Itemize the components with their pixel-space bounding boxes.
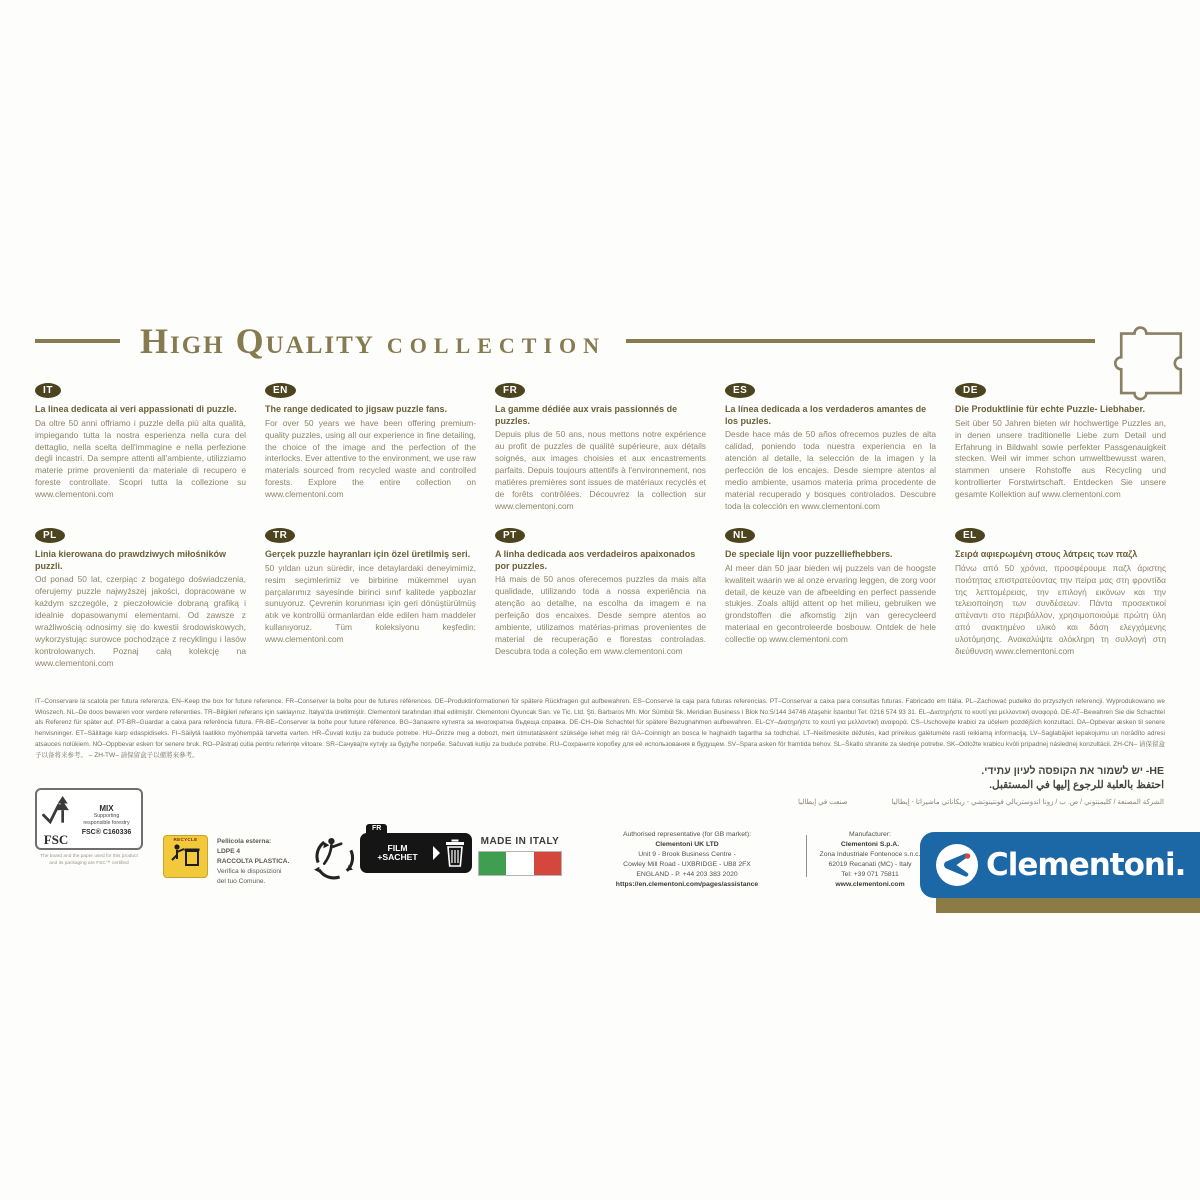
gb-rep-line: ENGLAND - P. +44 203 383 2020 bbox=[636, 871, 738, 879]
lang-heading-en: The range dedicated to jigsaw puzzle fans. bbox=[265, 404, 448, 414]
lang-block-el bbox=[955, 525, 1166, 670]
italy-flag-icon bbox=[478, 851, 562, 876]
language-row-1 bbox=[35, 380, 1165, 513]
lang-heading-fr: La gamme dédiée aux vrais passionnés de puzzles. bbox=[495, 404, 678, 426]
gold-band bbox=[936, 896, 1200, 913]
lang-badge-pl: PL bbox=[35, 528, 65, 543]
fsc-footnote-1: The board and the paper used for this product bbox=[40, 854, 138, 859]
manufacturer-line: 62019 Recanati (MC) - Italy bbox=[828, 861, 912, 869]
lang-heading-el: Σειρά αφιερωμένη στους λάτρεις των παζλ bbox=[955, 549, 1138, 559]
keep-box-fineprint bbox=[35, 697, 1165, 761]
lang-body-tr: 50 yıldan uzun süredir, ince detaylardaki deneyimimiz, resim seçimlerimiz ve birbirine mükemmel uyan parçalarımız sayesinde birinci sınıf kalitede yapbozlar sunuyoruz. Çevrenin korunması için geri dönüştürülmüş atık ve kontrollü ormanlardan elde edilen ham maddeler kullanıyoruz. Tüm koleksiyonu keşfedin: www.clementoni.com bbox=[265, 562, 476, 645]
flag-red-band bbox=[534, 852, 561, 875]
lang-badge-tr: TR bbox=[265, 528, 295, 543]
waste-bin-icon bbox=[444, 839, 466, 867]
gb-rep-line: Unit 9 - Brook Business Centre - bbox=[638, 851, 736, 859]
collection-title bbox=[140, 320, 606, 362]
lang-body-es: Desde hace más de 50 años ofrecemos puzles de alta calidad, poniendo toda nuestra experiencia en la atención al detalle, la selección de la imagen y la perfección de los encajes. Desde siempre atentos al medio ambiente, usamos materia prima procedente de material recuperado y bosques controlados. Descubre toda la colección en www.clementoni.com bbox=[725, 429, 936, 511]
recycle-sticker bbox=[163, 835, 208, 878]
sorting-country-tab: FR bbox=[366, 824, 387, 833]
gb-rep-line: Cowley Mill Road - UXBRIDGE - UB8 2FX bbox=[623, 861, 751, 869]
lang-body-pl: Od ponad 50 lat, czerpiąc z bogatego doświadczenia, oferujemy puzzle najwyższej jakości, dopracowane w każdym szczególe, z pieczołowicie dobraną grafiką i idealnie dopasowanymi elementami. Od zawsze z wrażliwością odnosimy się do kwestii środowiskowych, wykorzystując surowce pochodzące z recyklingu i lasów kontrolowanych. Poznaj całą kolekcję na www.clementoni.com bbox=[35, 574, 246, 668]
lang-body-en: For over 50 years we have been offering premium-quality puzzles, using all our experience in fine detailing, the choice of the image and the perfection of the interlocks. Ever attentive to the environment, we use raw materials sourced from recycled waste and controlled forests. Explore the entire collection on www.clementoni.com bbox=[265, 417, 476, 500]
fineprint-line: Meridian Business I Blok No:5/144 34746 Ataşehir İstanbul Tel: 0216 574 93 31. EL–Διατηρήστε το κουτί για μελλοντική αναφορά. DE-AT–Bewahren Sie die Schachtel als Referenz für später auf. PT-BR–Guardar a caixa para referência futura. FR-BE–Conserver la boîte pour future référence. BG–Запазете кутията за bbox=[35, 708, 1165, 727]
clementoni-wordmark: Clementoni. bbox=[986, 847, 1186, 883]
plastic-note-line4: Verifica le disposizioni bbox=[217, 867, 282, 875]
fsc-mix: MIX bbox=[99, 804, 114, 814]
fsc-certification bbox=[35, 788, 143, 867]
gb-representative-address bbox=[572, 830, 802, 890]
fsc-text bbox=[76, 804, 137, 835]
lang-block-it bbox=[35, 380, 246, 513]
title-sub: COLLECTION bbox=[386, 333, 607, 358]
lang-heading-es: La línea dedicada a los verdaderos amantes de los puzles. bbox=[725, 404, 927, 426]
lang-heading-tr: Gerçek puzzle hayranları için özel üretilmiş seri. bbox=[265, 549, 471, 559]
lang-badge-it: IT bbox=[35, 383, 61, 398]
lang-badge-nl: NL bbox=[725, 528, 755, 543]
fsc-footnote bbox=[35, 854, 143, 867]
fsc-logo-box bbox=[35, 788, 143, 850]
flag-white-band bbox=[506, 852, 533, 875]
made-in-italy bbox=[478, 836, 562, 876]
fineprint-line: tarvetta varten. HR–Čuvati kutiju za buduće potrebe. HU–Őrizze meg a dobozt, mert útmutatásként szüksége lehet még rá! GA–Coinnigh an bosca le haghaidh tagartha sa todhchaí. LT–Neišmeskite dėžutės, kad prireikus galėtumėte rasti reikiamą informaciją. LV–Saglabājiet iepakojumu un norādīto adresi bbox=[265, 730, 1165, 738]
fsc-label: FSC bbox=[43, 832, 69, 847]
lang-body-de: Seit über 50 Jahren bieten wir hochwertige Puzzles an, in denen unsere traditionelle Liebe zum Detail und Erfahrung in Bildwahl sowie perfekter Passgenauigkeit stecken. Weil wir immer schon umweltbewusst waren, stammen unsere Rohstoffe aus Recycling und kontrollierter Forstwirtschaft. Entdecken Sie unsere gesamte Kollektion auf www.clementoni.com bbox=[955, 417, 1166, 500]
gb-rep-assistance-url: https://en.clementoni.com/pages/assistance bbox=[615, 881, 759, 889]
address-divider bbox=[806, 835, 807, 877]
lang-badge-de: DE bbox=[955, 383, 986, 398]
clementoni-logo bbox=[920, 832, 1200, 898]
lang-heading-pl: Linia kierowana do prawdziwych miłośników puzzli. bbox=[35, 549, 227, 571]
manufacturer-line: Manufacturer: bbox=[849, 831, 891, 838]
fsc-supporting-1: Supporting bbox=[93, 813, 120, 820]
lang-badge-fr: FR bbox=[495, 383, 525, 398]
lang-body-it: Da oltre 50 anni offriamo i puzzle della più alta qualità, impiegando tutta la nostra esperienza nella cura del dettaglio, nella scelta dell'immagine e nella perfezione degli incastri. Da sempre attenti all'ambiente, utilizziamo materie prime provenienti da materiale di recupero e foreste controllate. Scopri tutta la collezione su www.clementoni.com bbox=[35, 417, 246, 500]
plastic-note-line1: Pellicola esterna: bbox=[217, 838, 272, 845]
lang-body-el: Πάνω από 50 χρόνια, προσφέρουμε παζλ άριστης ποιότητας επιστρατεύοντας την πείρα μας στη φροντίδα της λεπτομέρειας, την επιλογή εικόνων και την τελειοποίηση των συνδέσεων. Πάντα προσεκτικοί απέναντι στο περιβάλλον, χρησιμοποιούμε πρώτη ύλη από ανακτημένο υλικό και δάση ελεγχόμενης υλοτόμησης. Ανακαλύψτε ολόκληρη τη συλλογή στη διεύθυνση www.clementoni.com bbox=[955, 562, 1166, 657]
lang-heading-it: La linea dedicata ai veri appassionati di puzzle. bbox=[35, 404, 237, 414]
recycle-sticker-label: RECYCLE bbox=[173, 837, 198, 842]
hebrew-keep-box-note: HE- יש לשמור את הקופסה לעיון עתידי. bbox=[981, 765, 1164, 777]
lang-block-fr bbox=[495, 380, 706, 513]
triman-recycling-icon bbox=[311, 834, 358, 886]
sorting-badge-label bbox=[366, 844, 429, 863]
lang-block-de bbox=[955, 380, 1166, 513]
manufacturer-address bbox=[812, 830, 928, 890]
sorting-label-sachet: +SACHET bbox=[377, 852, 418, 862]
sorting-label-film: FILM bbox=[387, 842, 408, 853]
fineprint-line: atsauces nolūkiem. NO–Oppbevar esken for senere bruk. RO–Păstrați cutia pentru referințe viitoare. SR–Сачувајте кутију за будуће потребе. Sačuvati kutiju za buduće potrebe. RU–Сохраните коробку для её использования в будущем. SV–Spara asken för framtida behov. SL–Škatlo shranite za slednje potrebe. bbox=[35, 740, 945, 748]
lang-badge-el: EL bbox=[955, 528, 985, 543]
sorting-arrow-icon bbox=[433, 846, 440, 860]
lang-block-es bbox=[725, 380, 936, 513]
fsc-mark bbox=[41, 794, 71, 846]
fsc-footnote-2: and its packaging are FSC™ certified bbox=[49, 860, 129, 866]
arabic-company-line: الشركة المصنعة / كليمنتوني / ص. ب / زونا اندوستريالي فونتينوتشي - ريكاناتي ماشيراتا - إيطاليا bbox=[891, 799, 1164, 806]
flag-green-band bbox=[479, 852, 506, 875]
fsc-licence-code: FSC® C160336 bbox=[81, 828, 132, 836]
gb-rep-company: Clementoni UK LTD bbox=[655, 841, 719, 849]
lang-block-pl bbox=[35, 525, 246, 670]
plastic-collection-note bbox=[217, 837, 289, 886]
fineprint-line: многократна бъдеща справка. DE-CH–Die Schachtel für spätere Bezugnahmen aufbewahren. EL-CY–Διατηρήστε το κουτί για μελλοντική αναφορά. CS–Uschovejte krabici za účelem pozdějších konzultací. DA–Opbevar æsken til senere henvisninger. ET–Säilitage karp edaspidiseks. FI–Säilytä laatikko myöhempää bbox=[35, 719, 1165, 738]
manufacturer-line: Zona Industriale Fontenoce s.n.c. bbox=[819, 851, 921, 859]
gb-rep-line: Authorised representative (for GB market): bbox=[622, 831, 752, 838]
lang-heading-nl: De speciale lijn voor puzzelliefhebbers. bbox=[725, 549, 893, 559]
lang-heading-pt: A linha dedicada aos verdadeiros apaixonados por puzzles. bbox=[495, 549, 696, 571]
fineprint-line: em Itália. PL–Zachować pudełko do przyszłych referencji. Wyprodukowano we Włoszech. NL–De doos bewaren voor verdere referenties. TR–Bilgileri referans için saklayınız. İtalya'da üretilmiştir. Clementoni tarafından ithal edilmiştir. Clementoni Oyuncak San. ve Tic. Ltd. Şti. Barbaros Mh. Mor Sümbül Sk. bbox=[35, 698, 1166, 716]
header-rule-left bbox=[35, 339, 120, 343]
manufacturer-company: Clementoni S.p.A. bbox=[840, 841, 900, 849]
language-row-2 bbox=[35, 525, 1165, 670]
fineprint-line: IT–Conservare la scatola per futura referenza. EN–Keep the box for future reference. FR–Conserver la boîte pour de futures références. DE–Produktinformationen für spätere Rückfragen gut aufbewahren. ES–Conserve la caja para futuras referencias. PT–Conservar a caixa para consultas futuras. Fabricado bbox=[35, 698, 935, 705]
arabic-keep-box-note: احتفظ بالعلبة للرجوع إليها في المستقبل. bbox=[989, 779, 1164, 791]
lang-body-fr: Depuis plus de 50 ans, nous mettons notre expérience au profit de puzzles de qualité supérieure, aux détails soignés, aux images choisies et aux encastrements parfaits. Depuis toujours attentifs à l'environnement, nos matières premières sont issues de matériaux recyclés et de forêts contrôlées. Découvrez la collection sur www.clementoni.com bbox=[495, 429, 706, 511]
collection-header bbox=[35, 320, 1095, 362]
lang-block-en bbox=[265, 380, 476, 513]
lang-block-tr bbox=[265, 525, 476, 670]
plastic-note-line5: del tuo Comune. bbox=[217, 877, 266, 885]
sorting-badge-body bbox=[360, 833, 472, 873]
lang-badge-pt: PT bbox=[495, 528, 525, 543]
sorting-instruction-badge bbox=[360, 824, 472, 873]
clementoni-c-mark-icon bbox=[936, 844, 978, 886]
made-in-italy-label: MADE IN ITALY bbox=[480, 836, 560, 847]
manufacturer-line: Tel: +39 071 75811 bbox=[841, 871, 899, 879]
fineprint-line: SK–Odložte krabicu kvôli prípadnej následnej konzultácii. ZH-CN– 请保留盒子以备将来参考。 – ZH-TW– 請保留盒子以備將來參考。 bbox=[35, 740, 1165, 759]
lang-badge-es: ES bbox=[725, 383, 755, 398]
lang-block-pt bbox=[495, 525, 706, 670]
manufacturer-website: www.clementoni.com bbox=[835, 881, 905, 889]
arabic-made-in-italy: صنعت في إيطاليا bbox=[798, 799, 848, 806]
title-main: High Quality bbox=[140, 321, 375, 361]
lang-block-nl bbox=[725, 525, 936, 670]
plastic-note-line2: LDPE 4 bbox=[217, 847, 241, 855]
lang-body-nl: Al meer dan 50 jaar bieden wij puzzels van de hoogste kwaliteit waarin we al onze ervaring leggen, de zorg voor detail, de keuze van de afbeelding en perfect passende stukjes. Zoals altijd attent op het milieu, gebruiken we grondstoffen die afkomstig zijn van gerecycleerd materiaal en gecontroleerde bosbouw. Ontdek de hele collectie op www.clementoni.com bbox=[725, 562, 936, 645]
person-throwing-waste-icon bbox=[169, 842, 203, 870]
header-rule-right bbox=[626, 339, 1095, 343]
fsc-checkmark-tree-icon bbox=[41, 794, 71, 828]
lang-badge-en: EN bbox=[265, 383, 296, 398]
fsc-supporting-2: responsible forestry bbox=[83, 820, 130, 826]
lang-heading-de: Die Produktlinie für echte Puzzle- Liebhaber. bbox=[955, 404, 1146, 414]
plastic-note-line3: RACCOLTA PLASTICA. bbox=[217, 857, 290, 865]
arabic-manufacturer-note bbox=[798, 798, 1164, 806]
lang-body-pt: Há mais de 50 anos oferecemos puzzles da mais alta qualidade, utilizando toda a nossa experiência na atenção ao detalhe, na escolha da imagem e na perfeição dos encaixes. Desde sempre atentos ao ambiente, utilizamos matérias-primas provenientes de material de recuperação e florestas controladas. Descubra toda a coleção em www.clementoni.com bbox=[495, 574, 706, 656]
